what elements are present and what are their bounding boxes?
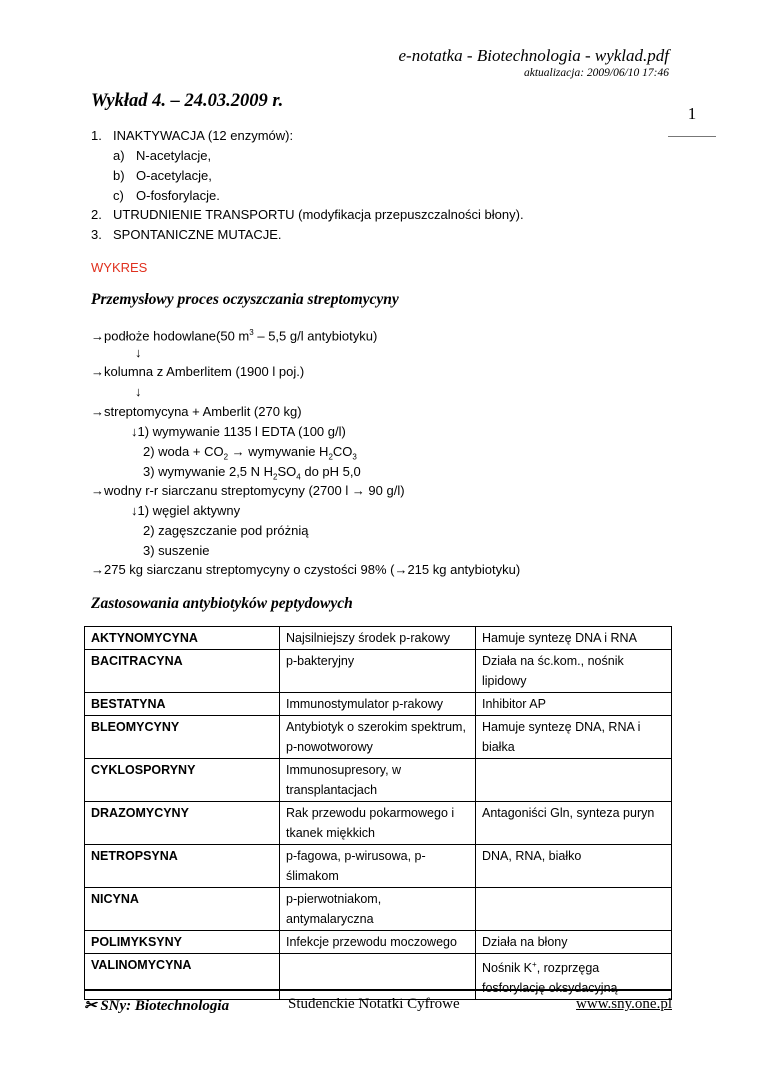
list-text: UTRUDNIENIE TRANSPORTU (modyfikacja przepuszczalności błony). [113, 207, 524, 222]
list-letter: c) [113, 188, 124, 203]
scissors-icon: ✂ [84, 998, 97, 1014]
table-row [85, 888, 672, 931]
antibiotic-use [280, 954, 476, 1000]
table-row [85, 650, 672, 693]
lecture-title: Wykład 4. – 24.03.2009 r. [91, 91, 284, 111]
antibiotic-use: Immunostymulator p-rakowy [280, 693, 476, 716]
antibiotic-name: DRAZOMYCYNY [85, 802, 280, 845]
wykres-label: WYKRES [91, 260, 148, 275]
process-substep: ↓1) węgiel aktywny [131, 503, 241, 518]
antibiotic-action: Nośnik K+, rozprzęga fosforylację oksydacyjną [476, 954, 672, 1000]
list-text: O-fosforylacje. [136, 188, 220, 203]
footer-middle-text: Studenckie Notatki Cyfrowe [288, 996, 460, 1012]
footer-brand-text: SNy: Biotechnologia [100, 998, 230, 1014]
antibiotic-action [476, 759, 672, 802]
antibiotic-action: Antagoniści Gln, synteza puryn [476, 802, 672, 845]
update-timestamp: aktualizacja: 2009/06/10 17:46 [523, 67, 669, 79]
process-step-medium: →podłoże hodowlane(50 $m^3 - 5,5$ g/l antybiotyku) [91, 328, 378, 344]
antibiotic-use: p-bakteryjny [280, 650, 476, 693]
antibiotic-use: Rak przewodu pokarmowego i tkanek miękkich [280, 802, 476, 845]
antibiotic-action: Hamuje syntezę DNA, RNA i białka [476, 716, 672, 759]
footer-url-link[interactable]: www.sny.one.pl [576, 996, 672, 1012]
antibiotic-name: NICYNA [85, 888, 280, 931]
antibiotic-action [476, 888, 672, 931]
down-arrow-icon: ↓ [135, 384, 142, 399]
table-row [85, 627, 672, 650]
table-row [85, 716, 672, 759]
process-step-result: →275 kg siarczanu streptomycyny o czystości 98% (→215 kg antybiotyku) [91, 562, 521, 577]
process-substep: 3) suszenie [143, 543, 210, 558]
list-letter: b) [113, 168, 125, 183]
antibiotic-use: Najsilniejszy środek p-rakowy [280, 627, 476, 650]
peptides-heading: Zastosowania antybiotyków peptydowych [91, 595, 353, 612]
list-subitem-a [113, 148, 212, 164]
antibiotic-name: BESTATYNA [85, 693, 280, 716]
antibiotic-name: VALINOMYCYNA [85, 954, 280, 1000]
process-substep: 2) zagęszczanie pod próżnią [143, 523, 309, 538]
list-item-3 [91, 227, 282, 243]
table-row [85, 693, 672, 716]
antibiotic-name: BACITRACYNA [85, 650, 280, 693]
antibiotic-action: Hamuje syntezę DNA i RNA [476, 627, 672, 650]
table-row [85, 759, 672, 802]
antibiotic-name: BLEOMYCYNY [85, 716, 280, 759]
list-text: N-acetylacje, [136, 148, 212, 163]
table-row [85, 802, 672, 845]
footer-brand [84, 996, 229, 1015]
process-substep: ↓1) wymywanie 1135 l EDTA (100 g/l) [131, 424, 346, 439]
antibiotic-use: p-pierwotniakom, antymalaryczna [280, 888, 476, 931]
table-row [85, 954, 672, 1000]
antibiotic-name: AKTYNOMYCYNA [85, 627, 280, 650]
process-step-column: →kolumna z Amberlitem (1900 l poj.) [91, 364, 305, 379]
antibiotic-use: Immunosupresory, w transplantacjach [280, 759, 476, 802]
list-number: 2. [91, 207, 102, 222]
antibiotic-action: Działa na błony [476, 931, 672, 954]
table-row [85, 845, 672, 888]
footer-rule [84, 989, 672, 991]
antibiotic-use: Infekcje przewodu moczowego [280, 931, 476, 954]
list-letter: a) [113, 148, 125, 163]
antibiotic-action: Działa na śc.kom., nośnik lipidowy [476, 650, 672, 693]
antibiotic-name: CYKLOSPORYNY [85, 759, 280, 802]
list-text: SPONTANICZNE MUTACJE. [113, 227, 282, 242]
list-subitem-c [113, 188, 220, 204]
process-step-solution: →wodny r-r siarczanu streptomycyny (2700 l → 90 g/l) [91, 483, 405, 498]
process-substep: 3) wymywanie 2,5 N $H_2SO_4$ do pH 5,0 [143, 464, 361, 482]
process-substep: 2) woda + $CO_2$ → wymywanie $H_2CO_3$ [143, 444, 357, 462]
document-file-title: e-notatka - Biotechnologia - wyklad.pdf [398, 46, 669, 65]
page-number: 1 [687, 104, 697, 123]
antibiotic-use: p-fagowa, p-wirusowa, p-ślimakom [280, 845, 476, 888]
antibiotic-name: NETROPSYNA [85, 845, 280, 888]
antibiotic-use: Antybiotyk o szerokim spektrum, p-nowotworowy [280, 716, 476, 759]
list-item-2 [91, 207, 524, 223]
list-text: INAKTYWACJA (12 enzymów): [113, 128, 294, 143]
list-subitem-b [113, 168, 212, 184]
process-step-bound: →streptomycyna + Amberlit (270 kg) [91, 404, 302, 419]
list-item-1 [91, 128, 294, 144]
table-row [85, 931, 672, 954]
list-number: 1. [91, 128, 102, 143]
list-number: 3. [91, 227, 102, 242]
antibiotic-action: DNA, RNA, białko [476, 845, 672, 888]
peptide-antibiotics-table [84, 626, 672, 1000]
antibiotic-name: POLIMYKSYNY [85, 931, 280, 954]
down-arrow-icon: ↓ [135, 345, 142, 360]
page-number-rule [668, 136, 716, 137]
process-heading: Przemysłowy proces oczyszczania streptomycyny [91, 291, 399, 308]
list-text: O-acetylacje, [136, 168, 212, 183]
antibiotic-action: Inhibitor AP [476, 693, 672, 716]
